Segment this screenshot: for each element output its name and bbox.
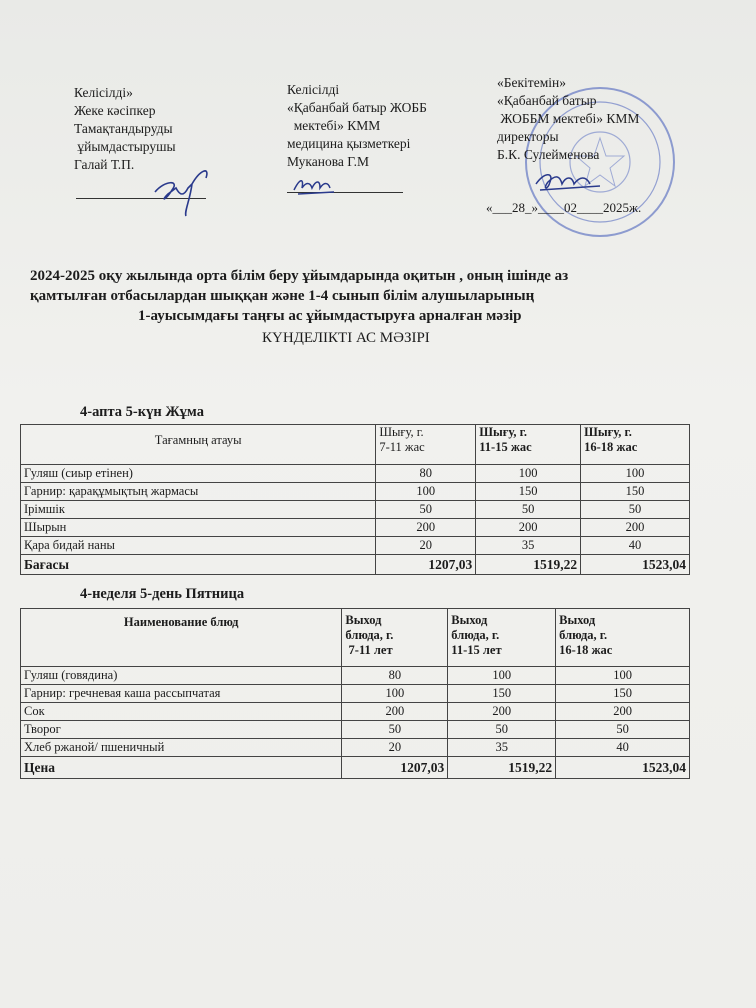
portion-11-15: 200 (448, 703, 556, 721)
table-header-row (21, 425, 690, 465)
portion-7-11: 80 (342, 667, 448, 685)
dish-name: Творог (21, 721, 342, 739)
dish-name: Қара бидай наны (21, 537, 376, 555)
price-7-11: 1207,03 (342, 757, 448, 779)
price-label: Цена (21, 757, 342, 779)
approval-line: ұйымдастырушы (74, 139, 176, 154)
portion-7-11: 50 (342, 721, 448, 739)
portion-16-18: 150 (556, 685, 690, 703)
portion-11-15: 100 (448, 667, 556, 685)
column-header: Шығу, г. 16-18 жас (581, 425, 690, 465)
approval-block-right (497, 74, 639, 164)
portion-11-15: 35 (476, 537, 581, 555)
price-row (21, 555, 690, 575)
column-header: Шығу, г. 11-15 жас (476, 425, 581, 465)
table-row (21, 537, 690, 555)
menu-table-ru (20, 608, 690, 779)
dish-name: Шырын (21, 519, 376, 537)
price-11-15: 1519,22 (448, 757, 556, 779)
price-16-18: 1523,04 (581, 555, 690, 575)
menu-table-kz (20, 424, 690, 575)
portion-7-11: 100 (342, 685, 448, 703)
portion-11-15: 150 (448, 685, 556, 703)
approval-line: «Қабанбай батыр (497, 93, 597, 108)
price-label: Бағасы (21, 555, 376, 575)
price-row (21, 757, 690, 779)
portion-7-11: 20 (376, 537, 476, 555)
week-label-ru: 4-неделя 5-день Пятница (80, 586, 245, 602)
portion-11-15: 150 (476, 483, 581, 501)
signature-left (140, 160, 220, 220)
approval-line: «Қабанбай батыр ЖОББ (287, 100, 427, 115)
column-header: Шығу, г. 7-11 жас (376, 425, 476, 465)
table-row (21, 739, 690, 757)
column-header: Наименование блюд (21, 609, 342, 667)
approval-date: «___28_»____02____2025ж. (486, 200, 642, 215)
table-row (21, 685, 690, 703)
price-7-11: 1207,03 (376, 555, 476, 575)
dish-name: Гуляш (говядина) (21, 667, 342, 685)
column-header: Выход блюда, г. 11-15 лет (448, 609, 556, 667)
heading-line-3: 1-ауысымдағы таңғы ас ұйымдастыруға арналған мәзір (138, 308, 522, 324)
table-header-row (21, 609, 690, 667)
approval-block-middle (287, 81, 427, 171)
signature-right (530, 168, 610, 196)
portion-16-18: 100 (556, 667, 690, 685)
approval-line: директоры (497, 129, 559, 144)
portion-11-15: 50 (476, 501, 581, 519)
portion-7-11: 200 (342, 703, 448, 721)
approval-line: мектебі» КММ (287, 118, 381, 133)
portion-16-18: 200 (556, 703, 690, 721)
heading-line-4: КҮНДЕЛІКТІ АС МӘЗІРІ (262, 330, 430, 346)
approval-line: «Бекітемін» (497, 75, 566, 90)
table-row (21, 721, 690, 739)
portion-7-11: 200 (376, 519, 476, 537)
table-row (21, 703, 690, 721)
portion-16-18: 40 (581, 537, 690, 555)
column-header: Выход блюда, г. 16-18 жас (556, 609, 690, 667)
portion-11-15: 200 (476, 519, 581, 537)
dish-name: Гарнир: қарақұмықтың жармасы (21, 483, 376, 501)
dish-name: Гуляш (сиыр етінен) (21, 465, 376, 483)
portion-16-18: 200 (581, 519, 690, 537)
signature-middle (290, 172, 350, 198)
portion-7-11: 80 (376, 465, 476, 483)
heading-line-2: қамтылған отбасылардан шыққан және 1-4 сынып білім алушыларының (30, 288, 535, 304)
approval-line: Жеке кәсіпкер (74, 103, 156, 118)
portion-7-11: 20 (342, 739, 448, 757)
portion-11-15: 50 (448, 721, 556, 739)
dish-name: Гарнир: гречневая каша рассыпчатая (21, 685, 342, 703)
approval-line: Келісілді» (74, 85, 133, 100)
dish-name: Хлеб ржаной/ пшеничный (21, 739, 342, 757)
portion-7-11: 100 (376, 483, 476, 501)
price-16-18: 1523,04 (556, 757, 690, 779)
approval-line: Тамақтандыруды (74, 121, 173, 136)
approval-line: Келісілді (287, 82, 340, 97)
portion-11-15: 100 (476, 465, 581, 483)
dish-name: Ірімшік (21, 501, 376, 519)
portion-11-15: 35 (448, 739, 556, 757)
heading-line-1: 2024-2025 оқу жылында орта білім беру ұйымдарында оқитын , оның ішінде аз (30, 268, 569, 284)
price-11-15: 1519,22 (476, 555, 581, 575)
portion-16-18: 40 (556, 739, 690, 757)
table-row (21, 465, 690, 483)
table-row (21, 483, 690, 501)
week-label-kz: 4-апта 5-күн Жұма (80, 404, 204, 420)
portion-16-18: 50 (556, 721, 690, 739)
approval-line: Б.К. Сулейменова (497, 147, 600, 162)
portion-7-11: 50 (376, 501, 476, 519)
approval-line: ЖОББМ мектебі» КММ (497, 111, 640, 126)
portion-16-18: 100 (581, 465, 690, 483)
portion-16-18: 150 (581, 483, 690, 501)
portion-16-18: 50 (581, 501, 690, 519)
approval-line: медицина қызметкері (287, 136, 411, 151)
column-header: Тағамның атауы (21, 425, 376, 465)
table-row (21, 667, 690, 685)
approval-line: Муканова Г.М (287, 154, 369, 169)
table-row (21, 519, 690, 537)
table-row (21, 501, 690, 519)
dish-name: Сок (21, 703, 342, 721)
column-header: Выход блюда, г. 7-11 лет (342, 609, 448, 667)
approval-line: Галай Т.П. (74, 157, 135, 172)
